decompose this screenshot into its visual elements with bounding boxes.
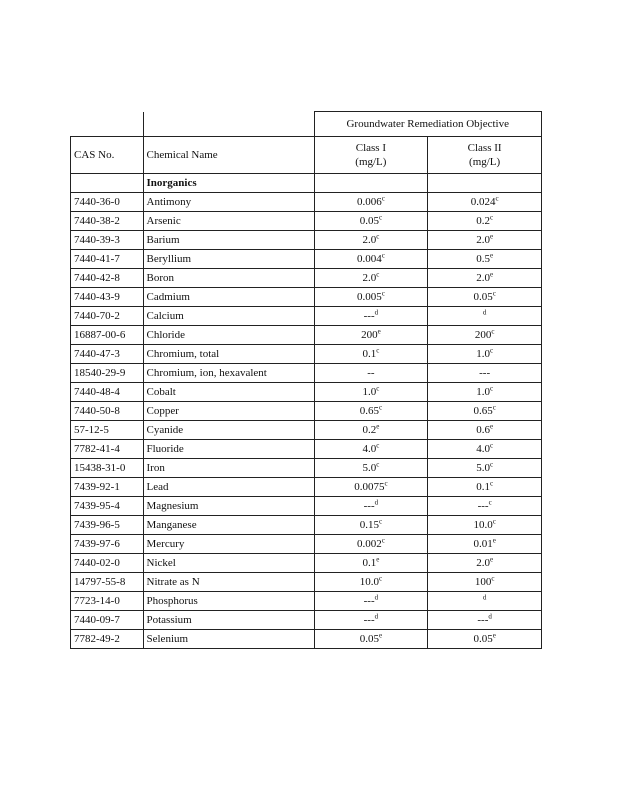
class2-value-text: 4.0 [476,443,490,455]
chemical-name: Cadmium [143,288,314,307]
section-inorganics: Inorganics [143,174,314,193]
cas-number: 7782-49-2 [71,630,144,649]
class2-value [428,554,542,573]
class1-value [314,516,428,535]
table-row [71,478,542,497]
class2-value-text: 0.05 [473,633,493,645]
class1-value [314,307,428,326]
chemical-name: Boron [143,269,314,288]
table-row [71,383,542,402]
class1-value-text: 0.006 [356,196,382,208]
class2-header-line1: Class II [467,142,502,154]
class1-value [314,592,428,611]
class1-value [314,535,428,554]
footnote-marker: c [489,213,494,222]
table-row [71,592,542,611]
class2-value [428,516,542,535]
class1-value [314,573,428,592]
table-row [71,250,542,269]
class1-value-text: 0.1 [362,557,377,569]
cas-number: 7440-09-7 [71,611,144,630]
table-row [71,345,542,364]
footnote-marker: c [378,403,383,412]
class1-value-text: 200 [361,329,378,341]
class2-value [428,307,542,326]
footnote-marker: d [482,593,487,602]
footnote-marker: c [492,517,496,526]
class1-value-text: 0.05 [359,633,379,645]
class1-value-text: 0.05 [359,215,379,227]
cas-number: 57-12-5 [71,421,144,440]
footnote-marker: c [381,194,385,203]
class2-value-text: --- [479,367,491,379]
class2-value [428,364,542,383]
footnote-marker: c [489,479,494,488]
class1-value [314,212,428,231]
chemical-name: Selenium [143,630,314,649]
cas-number: 7440-36-0 [71,193,144,212]
chemical-name: Mercury [143,535,314,554]
class2-value-text: 10.0 [473,519,493,531]
class2-value [428,231,542,250]
class2-header [428,137,542,174]
chemical-name: Copper [143,402,314,421]
footnote-marker: d [374,308,379,317]
class1-value-text: 0.65 [359,405,379,417]
chemical-name: Antimony [143,193,314,212]
table-row [71,554,542,573]
cas-number: 15438-31-0 [71,459,144,478]
class2-value-text: 1.0 [476,348,490,360]
footnote-marker: c [489,384,494,393]
footnote-marker: e [378,631,383,640]
footnote-marker: e [489,251,494,260]
footnote-marker: c [495,194,499,203]
cas-number: 7440-42-8 [71,269,144,288]
class2-value-text: 0.01 [473,538,493,550]
class2-value-text: --- [477,614,489,626]
class1-value [314,364,428,383]
footnote-marker: c [376,346,380,355]
cas-number: 7440-48-4 [71,383,144,402]
footnote-marker: e [489,555,494,564]
footnote-marker: e [377,327,381,336]
class2-value [428,478,542,497]
class2-value-text: 100 [474,576,492,588]
table-row [71,573,542,592]
class2-value-text: 1.0 [476,386,490,398]
table-row [71,535,542,554]
footnote-marker: c [384,479,388,488]
footnote-marker: e [492,631,496,640]
class2-value [428,592,542,611]
cas-number: 18540-29-9 [71,364,144,383]
class1-value [314,554,428,573]
class2-value-text: 0.65 [473,405,493,417]
chemical-name: Chromium, ion, hexavalent [143,364,314,383]
class1-value [314,326,428,345]
footnote-marker: c [378,574,383,583]
class2-value [428,193,542,212]
class2-value-text: 2.0 [476,557,490,569]
class1-value [314,193,428,212]
chemical-name: Arsenic [143,212,314,231]
class1-value-text: 0.15 [359,519,379,531]
cas-number: 7439-96-5 [71,516,144,535]
footnote-marker: c [491,327,495,336]
footnote-marker: d [488,612,492,621]
footnote-marker: c [381,536,385,545]
footnote-marker: c [376,232,380,241]
table-row [71,269,542,288]
class1-value-text: 0.2 [362,424,377,436]
footnote-marker: e [492,536,496,545]
table-row [71,307,542,326]
footnote-marker: c [489,441,494,450]
chemical-name: Manganese [143,516,314,535]
table-row [71,193,542,212]
class2-value-text: 2.0 [476,272,490,284]
class1-value [314,288,428,307]
class1-value [314,231,428,250]
cas-number: 7723-14-0 [71,592,144,611]
cas-number: 7440-43-9 [71,288,144,307]
footnote-marker: c [488,498,492,507]
class2-value-text: 0.024 [470,196,496,208]
class2-header-line2: (mg/L) [469,156,501,168]
chemical-name: Potassium [143,611,314,630]
class1-value-text: 0.1 [362,348,377,360]
chemical-name: Magnesium [143,497,314,516]
class1-header-line2: (mg/L) [355,156,387,168]
class2-value [428,402,542,421]
class1-value-text: 2.0 [362,272,377,284]
table-row [71,288,542,307]
footnote-marker: c [489,346,494,355]
chemical-name: Cobalt [143,383,314,402]
cas-number: 7440-02-0 [71,554,144,573]
group-header: Groundwater Remediation Objective [314,112,542,137]
class1-value-text: --- [363,500,375,512]
table-row [71,611,542,630]
class2-value [428,269,542,288]
cas-header: CAS No. [71,137,144,174]
class2-value-text: 0.2 [476,215,490,227]
class1-value-text: 2.0 [362,234,377,246]
class2-value-text: 0.1 [476,481,490,493]
class2-value [428,535,542,554]
table-row [71,421,542,440]
cas-number: 7439-97-6 [71,535,144,554]
class1-value [314,421,428,440]
chemical-name: Barium [143,231,314,250]
class1-value-text: 0.0075 [354,481,385,493]
class2-value-text: 0.5 [476,253,490,265]
class2-value-text: 0.05 [473,291,493,303]
class2-value-text: 200 [474,329,492,341]
chemical-name: Calcium [143,307,314,326]
class1-header-line1: Class I [355,142,386,154]
class2-value [428,497,542,516]
class1-value-text: 0.005 [356,291,382,303]
cas-number: 16887-00-6 [71,326,144,345]
class1-value [314,497,428,516]
class1-value-text: 4.0 [362,443,377,455]
chemical-name: Chromium, total [143,345,314,364]
footnote-marker: c [376,441,380,450]
chemical-name-header: Chemical Name [143,137,314,174]
footnote-marker: e [489,270,494,279]
footnote-marker: e [489,422,494,431]
chemical-name: Phosphorus [143,592,314,611]
footnote-marker: c [489,460,494,469]
table-row [71,402,542,421]
class1-value [314,402,428,421]
class1-value [314,383,428,402]
footnote-marker: d [374,498,379,507]
cas-number: 7439-92-1 [71,478,144,497]
class2-value [428,630,542,649]
footnote-marker: d [374,612,379,621]
footnote-marker: c [381,251,385,260]
class2-value [428,459,542,478]
cas-number: 7782-41-4 [71,440,144,459]
class1-value [314,269,428,288]
class1-value [314,440,428,459]
footnote-marker: d [374,593,379,602]
table-row [71,459,542,478]
class2-value [428,573,542,592]
class1-value [314,250,428,269]
cas-number: 7440-50-8 [71,402,144,421]
cas-number: 7440-41-7 [71,250,144,269]
cas-number: 7439-95-4 [71,497,144,516]
cas-number: 7440-38-2 [71,212,144,231]
class1-value-text: -- [367,367,375,379]
chemical-name: Chloride [143,326,314,345]
footnote-marker: e [376,422,380,431]
footnote-marker: e [489,232,494,241]
cas-number: 7440-70-2 [71,307,144,326]
class2-value-text: 5.0 [476,462,490,474]
footnote-marker: d [482,308,487,317]
chemical-name: Fluoride [143,440,314,459]
table-row [71,497,542,516]
table-row [71,440,542,459]
class1-value [314,459,428,478]
class2-value-text: 2.0 [476,234,490,246]
footnote-marker: c [376,384,380,393]
class1-value-text: 1.0 [362,386,377,398]
chemical-name: Cyanide [143,421,314,440]
class2-value [428,212,542,231]
table-row [71,516,542,535]
class2-value-text: --- [477,500,489,512]
cas-number: 7440-47-3 [71,345,144,364]
chemical-name: Iron [143,459,314,478]
footnote-marker: c [376,270,380,279]
footnote-marker: c [491,574,495,583]
class2-value [428,440,542,459]
cas-number: 7440-39-3 [71,231,144,250]
chemical-name: Nitrate as N [143,573,314,592]
class2-value [428,345,542,364]
footnote-marker: c [378,213,383,222]
class1-value [314,630,428,649]
footnote-marker: c [492,289,496,298]
footnote-marker: c [381,289,385,298]
class2-value-text: 0.6 [476,424,490,436]
table-row [71,630,542,649]
footnote-marker: c [492,403,496,412]
cas-number: 14797-55-8 [71,573,144,592]
chemical-name: Nickel [143,554,314,573]
class2-value [428,326,542,345]
table-row [71,231,542,250]
remediation-objectives-table [70,111,542,649]
class1-value-text: --- [363,310,375,322]
class1-value [314,478,428,497]
class1-header [314,137,428,174]
footnote-marker: c [378,517,383,526]
class2-value [428,421,542,440]
chemical-name: Beryllium [143,250,314,269]
class2-value [428,288,542,307]
class1-value-text: --- [363,595,375,607]
class1-value-text: 10.0 [359,576,379,588]
class1-value-text: 0.004 [356,253,382,265]
footnote-marker: c [376,460,380,469]
footnote-marker: e [376,555,380,564]
class1-value-text: 0.002 [356,538,382,550]
table-row [71,364,542,383]
class1-value [314,345,428,364]
chemical-name: Lead [143,478,314,497]
table-row [71,212,542,231]
table-row [71,326,542,345]
class1-value-text: --- [363,614,375,626]
class1-value [314,611,428,630]
class1-value-text: 5.0 [362,462,377,474]
class2-value [428,611,542,630]
class2-value [428,383,542,402]
class2-value [428,250,542,269]
